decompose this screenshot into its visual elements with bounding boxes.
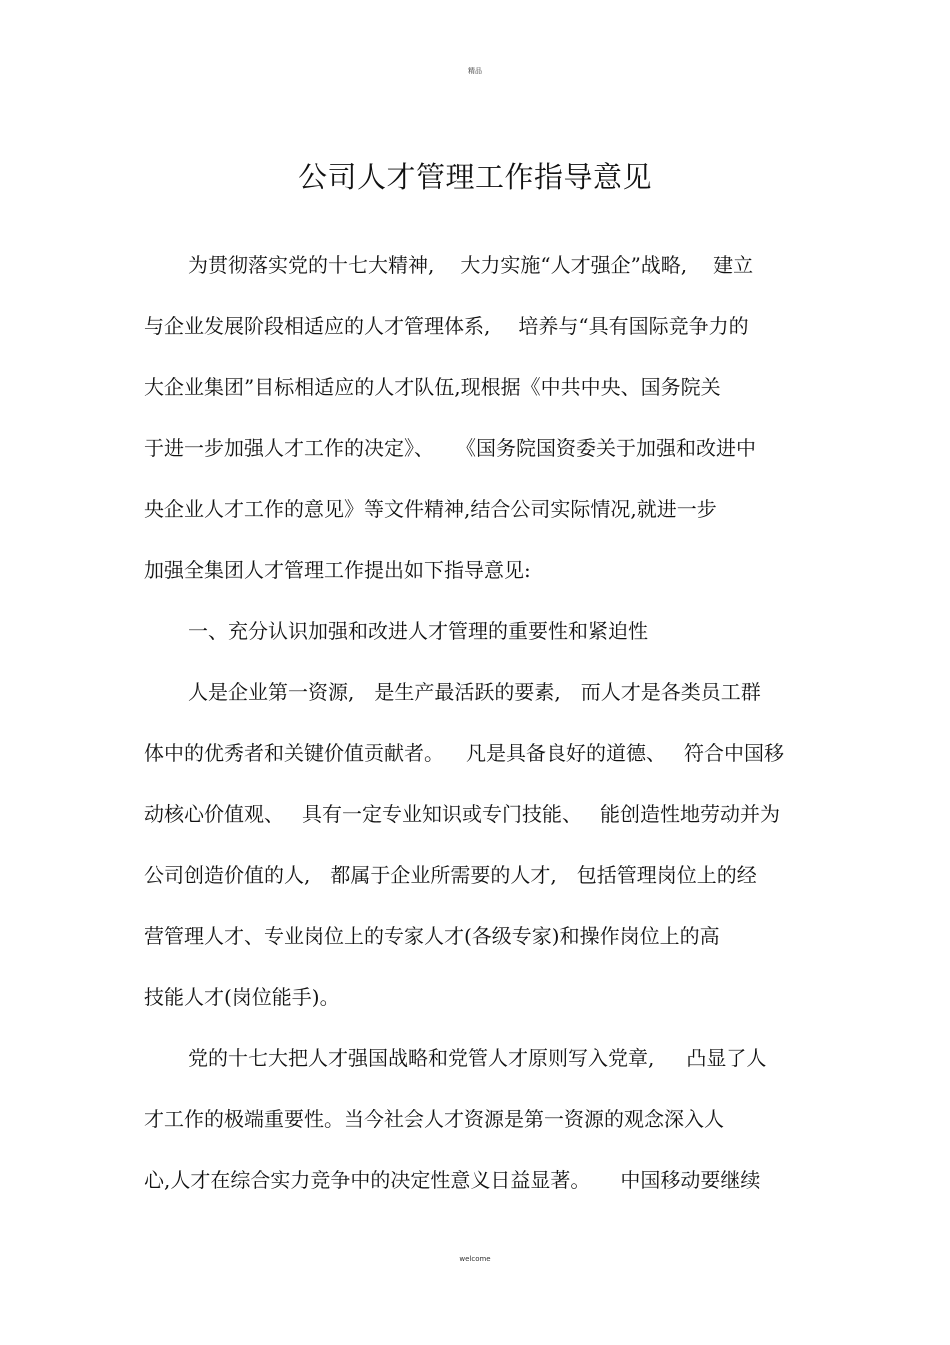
body-line — [144, 311, 749, 341]
text-segment: 营管理人才、专业岗位上的专家人才(各级专家)和操作岗位上的高 — [144, 924, 720, 948]
header-mark: 精品 — [468, 67, 482, 75]
section-heading — [188, 616, 648, 646]
text-segment: 大企业集团”目标相适应的人才队伍,现根据《中共中央、国务院关 — [144, 375, 721, 399]
text-segment: 具有一定专业知识或专门技能、 — [302, 802, 582, 826]
body-line — [144, 1104, 724, 1134]
body-line — [144, 555, 531, 585]
text-segment: 能创造性地劳动并为 — [600, 802, 780, 826]
text-segment: 培养与“具有国际竞争力的 — [518, 314, 749, 338]
document-title: 公司人才管理工作指导意见 — [297, 160, 652, 194]
body-line — [144, 982, 340, 1012]
body-line — [144, 433, 756, 463]
body-line — [144, 1165, 760, 1195]
text-segment: 都属于企业所需要的人才, — [330, 863, 557, 887]
text-segment: 与企业发展阶段相适应的人才管理体系, — [144, 314, 491, 338]
text-segment: 包括管理岗位上的经 — [576, 863, 757, 887]
body-line — [188, 1043, 766, 1073]
text-segment: 凡是具备良好的道德、 — [466, 741, 666, 765]
text-segment: 而人才是各类员工群 — [580, 680, 761, 704]
text-segment: 凸显了人 — [686, 1046, 767, 1070]
body-line — [144, 738, 784, 768]
body-line — [144, 494, 717, 524]
text-segment: 大力实施“人才强企”战略, — [460, 253, 688, 277]
text-segment: 动核心价值观、 — [144, 802, 284, 826]
body-line — [144, 799, 780, 829]
text-segment: 心,人才在综合实力竞争中的决定性意义日益显著。 — [144, 1168, 591, 1192]
text-segment: 是生产最活跃的要素, — [374, 680, 561, 704]
text-segment: 中国移动要继续 — [620, 1168, 761, 1192]
body-line — [144, 860, 757, 890]
footer-mark: welcome — [459, 1255, 491, 1263]
text-segment: 《国务院国资委关于加强和改进中 — [456, 436, 756, 460]
text-segment: 为贯彻落实党的十七大精神, — [188, 253, 435, 277]
text-segment: 党的十七大把人才强国战略和党管人才原则写入党章, — [188, 1046, 655, 1070]
text-segment: 加强全集团人才管理工作提出如下指导意见: — [144, 558, 531, 582]
text-segment: 公司创造价值的人, — [144, 863, 311, 887]
text-segment: 人是企业第一资源, — [188, 680, 355, 704]
text-segment: 央企业人才工作的意见》等文件精神,结合公司实际情况,就进一步 — [144, 497, 717, 521]
body-line — [188, 250, 753, 280]
text-segment: 符合中国移 — [684, 741, 784, 765]
text-segment: 于进一步加强人才工作的决定》、 — [144, 436, 434, 460]
text-segment: 技能人才(岗位能手)。 — [144, 985, 340, 1009]
text-segment: 才工作的极端重要性。当今社会人才资源是第一资源的观念深入人 — [144, 1107, 724, 1131]
text-segment: 建立 — [713, 253, 754, 277]
text-segment: 一、充分认识加强和改进人才管理的重要性和紧迫性 — [188, 619, 648, 643]
body-line — [144, 921, 720, 951]
body-line — [188, 677, 761, 707]
text-segment: 体中的优秀者和关键价值贡献者。 — [144, 741, 444, 765]
body-line — [144, 372, 721, 402]
